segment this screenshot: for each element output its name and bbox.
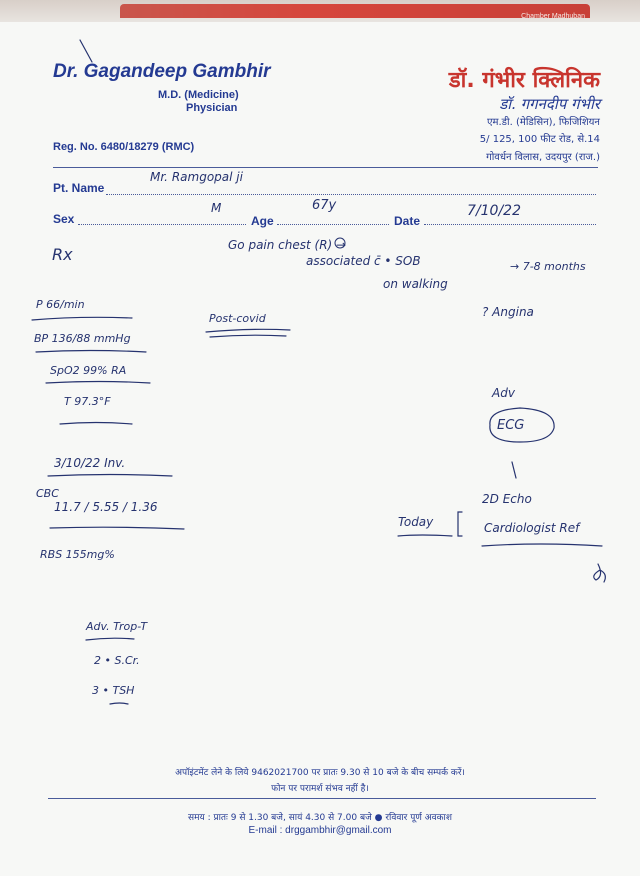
complaint-duration: → 7-8 months — [510, 260, 586, 273]
doctor-role-en: Physician — [186, 102, 238, 114]
inv-date-underline — [48, 475, 172, 477]
angina-note: ? Angina — [482, 305, 534, 319]
footer-divider — [48, 798, 596, 799]
clinic-email: E-mail : drggambhir@gmail.com — [248, 825, 392, 836]
post-covid-underline — [206, 329, 290, 332]
trop-t-advice: Adv. Trop-T — [86, 620, 148, 633]
post-covid-underline-2 — [210, 335, 286, 337]
patient-name-label: Pt. Name — [53, 181, 105, 195]
today-bracket — [458, 512, 462, 536]
ecg-advice: ECG — [497, 418, 525, 433]
pulse-underline — [32, 317, 132, 320]
rbs-value: RBS 155mg% — [40, 548, 115, 561]
scr-advice: 2 • S.Cr. — [94, 654, 140, 667]
initial-squiggle — [594, 564, 606, 582]
cbc-values: 11.7 / 5.55 / 1.36 — [54, 500, 158, 514]
sex-handwritten: M — [211, 201, 222, 215]
complaint-line1: Go pain chest (R) → — [228, 238, 347, 252]
ecg-circle — [490, 408, 554, 442]
logo-pen-mark — [80, 40, 92, 62]
age-label: Age — [251, 214, 274, 228]
tsh-underline — [110, 703, 128, 704]
vital-bp: BP 136/88 mmHg — [34, 332, 131, 345]
today-label: Today — [398, 515, 434, 529]
post-covid-note: Post-covid — [209, 312, 266, 325]
clinic-address-line1: 5/ 125, 100 फीट रोड, से.14 — [479, 134, 600, 145]
cardiologist-referral: Cardiologist Ref — [484, 521, 580, 535]
spo2-underline — [46, 382, 150, 384]
temp-underline — [60, 423, 132, 425]
date-label: Date — [394, 214, 421, 228]
cardio-underline — [482, 544, 602, 546]
header-strip-text: Chamber Madhuban — [521, 13, 585, 20]
doctor-degree-en: M.D. (Medicine) — [158, 89, 239, 101]
vital-temp: T 97.3°F — [64, 395, 111, 408]
bp-underline — [36, 351, 146, 353]
vital-spo2: SpO2 99% RA — [50, 364, 127, 377]
doctor-degree-hi: एम.डी. (मेडिसिन), फिजिशियन — [486, 117, 600, 128]
today-underline — [398, 535, 452, 536]
advice-label: Adv — [492, 386, 515, 400]
clinic-timings: समय : प्रातः 9 से 1.30 बजे, सायं 4.30 से 7.00 बजे ● रविवार पूर्ण अवकाश — [188, 813, 452, 823]
right-side-marker — [335, 238, 345, 248]
sex-label: Sex — [53, 212, 75, 226]
echo-advice: 2D Echo — [482, 492, 532, 506]
registration-number: Reg. No. 6480/18279 (RMC) — [53, 141, 195, 153]
date-handwritten: 7/10/22 — [467, 203, 521, 219]
cbc-underline — [50, 527, 184, 529]
patient-name-handwritten: Mr. Ramgopal ji — [150, 170, 243, 184]
investigation-date: 3/10/22 Inv. — [54, 456, 126, 470]
appointment-info: अपॉइंटमेंट लेने के लिये 9462021700 पर प्रातः 9.30 से 10 बजे के बीच सम्पर्क करें। — [175, 768, 465, 778]
rx-symbol: Rx — [52, 245, 73, 264]
tsh-advice: 3 • TSH — [92, 684, 135, 697]
cbc-label: CBC — [36, 487, 59, 500]
complaint-line3: on walking — [383, 277, 448, 291]
clinic-address-line2: गोवर्धन विलास, उदयपुर (राज.) — [486, 152, 600, 163]
phone-consult-note: फोन पर परामर्श संभव नहीं है। — [271, 784, 369, 794]
doctor-name-en: Dr. Gagandeep Gambhir — [53, 61, 271, 82]
complaint-line2: associated c̄ • SOB — [306, 254, 421, 268]
trop-underline — [86, 638, 134, 640]
age-handwritten: 67y — [312, 198, 337, 213]
doctor-name-hi: डॉ. गगनदीप गंभीर — [499, 95, 600, 113]
clinic-name-hi: डॉ. गंभीर क्लिनिक — [448, 68, 600, 93]
ecg-arrow — [512, 462, 516, 478]
vital-pulse: P 66/min — [36, 298, 85, 311]
